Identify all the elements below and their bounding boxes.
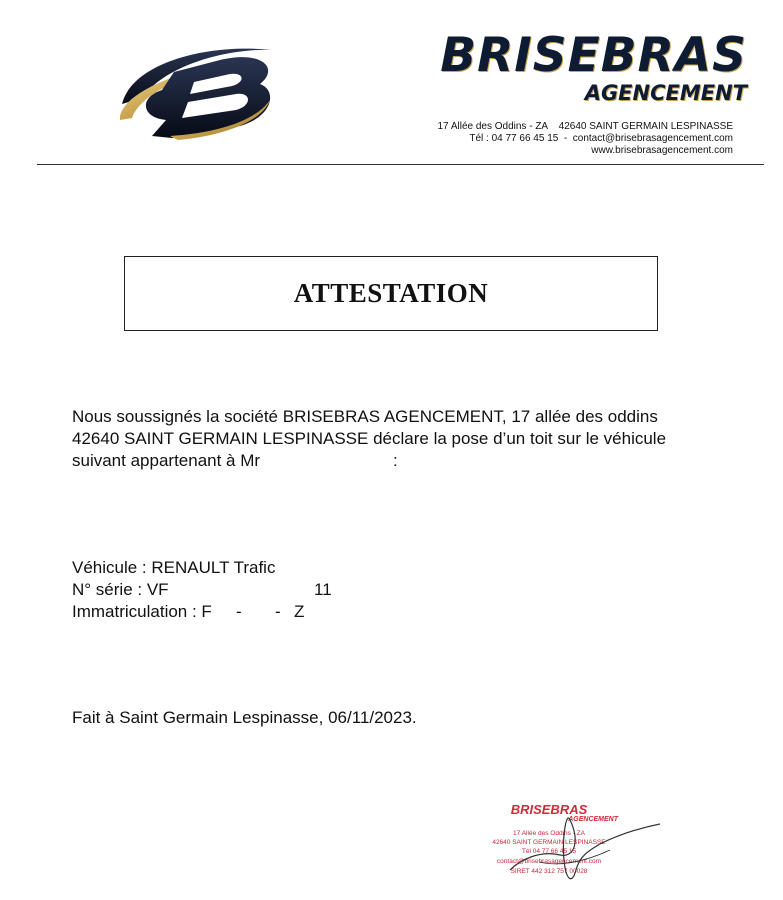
- stamp-line-2: 42640 SAINT GERMAIN LESPINASSE: [492, 839, 606, 846]
- handwritten-signature: [500, 800, 660, 890]
- serial-end: 11: [314, 580, 332, 599]
- vehicle-model: Véhicule : RENAULT Trafic: [72, 558, 276, 577]
- declaration-line-3: suivant appartenant à Mr: [72, 451, 261, 470]
- registration-separator-1: -: [236, 602, 242, 621]
- company-address: [437, 121, 733, 157]
- header-divider: [37, 164, 764, 165]
- brand-name: BRISEBRAS: [440, 28, 747, 83]
- stamp-line-1: 17 Allée des Oddins - ZA: [513, 830, 585, 837]
- address-line-2: Tél : 04 77 66 45 15 - contact@brisebrasagencement.com: [469, 133, 733, 144]
- declaration-line-1: Nous soussignés la société BRISEBRAS AGENCEMENT, 17 allée des oddins: [72, 407, 658, 426]
- serial-label: N° série : VF: [72, 580, 169, 599]
- registration-end: Z: [294, 602, 305, 621]
- brand-header: [440, 30, 747, 106]
- registration-label: Immatriculation : F: [72, 602, 212, 621]
- place-and-date: Fait à Saint Germain Lespinasse, 06/11/2023.: [72, 708, 417, 727]
- stamp-line-4: contact@brisebrasagencement.com: [496, 858, 602, 865]
- stamp-subtitle: AGENCEMENT: [568, 816, 618, 823]
- document-title: ATTESTATION: [293, 278, 489, 308]
- declaration-paragraph: [72, 406, 752, 472]
- address-line-3: www.brisebrasagencement.com: [591, 145, 733, 156]
- address-line-1: 17 Allée des Oddins - ZA 42640 SAINT GERMAIN LESPINASSE: [437, 121, 733, 132]
- vehicle-details: [72, 557, 472, 623]
- brand-subtitle: AGENCEMENT: [584, 81, 747, 105]
- stamp-line-3: Tél 04 77 66 45 15: [521, 848, 577, 855]
- stamp-title: BRISEBRAS: [510, 802, 588, 817]
- stylized-b-logo-icon: [112, 38, 282, 142]
- registration-separator-2: -: [275, 602, 281, 621]
- stamp-line-5: SIRET 442 312 757 00028: [510, 868, 588, 875]
- declaration-line-2: 42640 SAINT GERMAIN LESPINASSE déclare la pose d’un toit sur le véhicule: [72, 429, 667, 448]
- title-box: [124, 256, 658, 331]
- declaration-colon: :: [393, 451, 398, 470]
